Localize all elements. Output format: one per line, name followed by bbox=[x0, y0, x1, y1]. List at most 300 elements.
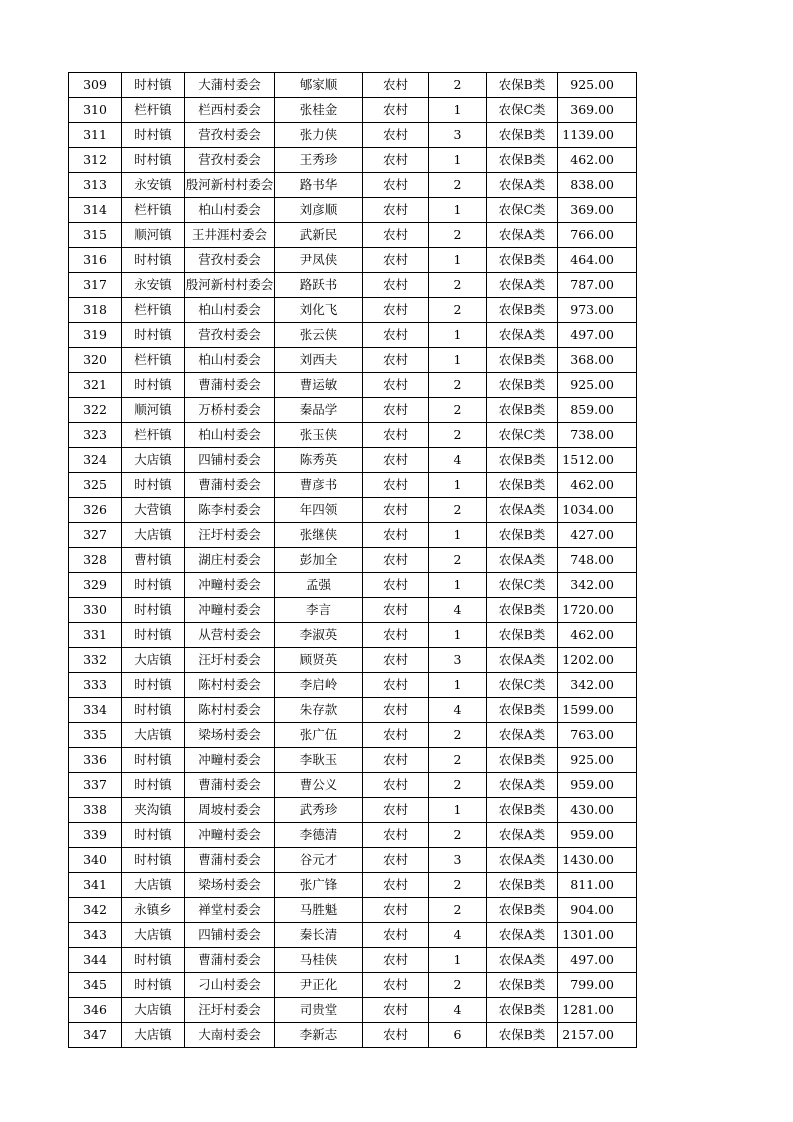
household-size-cell: 1 bbox=[429, 323, 487, 348]
table-row bbox=[69, 348, 637, 373]
insurance-category-cell: 农保A类 bbox=[487, 923, 558, 948]
area-type-cell: 农村 bbox=[363, 823, 429, 848]
name-cell: 曹公义 bbox=[275, 773, 363, 798]
amount-cell: 959.00 bbox=[558, 773, 637, 798]
name-cell: 朱存款 bbox=[275, 698, 363, 723]
area-type-cell: 农村 bbox=[363, 323, 429, 348]
amount-cell: 1034.00 bbox=[558, 498, 637, 523]
table-row bbox=[69, 448, 637, 473]
table-row bbox=[69, 98, 637, 123]
row-number: 320 bbox=[69, 348, 122, 373]
name-cell: 张玉侠 bbox=[275, 423, 363, 448]
amount-cell: 464.00 bbox=[558, 248, 637, 273]
town-cell: 时村镇 bbox=[122, 598, 185, 623]
insurance-category-cell: 农保B类 bbox=[487, 298, 558, 323]
amount-cell: 973.00 bbox=[558, 298, 637, 323]
amount-cell: 787.00 bbox=[558, 273, 637, 298]
row-number: 318 bbox=[69, 298, 122, 323]
household-size-cell: 3 bbox=[429, 648, 487, 673]
household-size-cell: 2 bbox=[429, 723, 487, 748]
insurance-category-cell: 农保B类 bbox=[487, 748, 558, 773]
amount-cell: 925.00 bbox=[558, 748, 637, 773]
name-cell: 顾贤英 bbox=[275, 648, 363, 673]
area-type-cell: 农村 bbox=[363, 98, 429, 123]
town-cell: 大店镇 bbox=[122, 648, 185, 673]
table-row bbox=[69, 898, 637, 923]
area-type-cell: 农村 bbox=[363, 673, 429, 698]
village-committee-cell: 周坡村委会 bbox=[185, 798, 275, 823]
name-cell: 陈秀英 bbox=[275, 448, 363, 473]
table-row bbox=[69, 273, 637, 298]
village-committee-cell: 曹蒲村委会 bbox=[185, 948, 275, 973]
name-cell: 秦品学 bbox=[275, 398, 363, 423]
town-cell: 时村镇 bbox=[122, 248, 185, 273]
village-committee-cell: 四铺村委会 bbox=[185, 448, 275, 473]
town-cell: 时村镇 bbox=[122, 773, 185, 798]
amount-cell: 462.00 bbox=[558, 473, 637, 498]
area-type-cell: 农村 bbox=[363, 348, 429, 373]
town-cell: 大店镇 bbox=[122, 998, 185, 1023]
amount-cell: 369.00 bbox=[558, 198, 637, 223]
table-row bbox=[69, 573, 637, 598]
table-row bbox=[69, 373, 637, 398]
row-number: 334 bbox=[69, 698, 122, 723]
insurance-category-cell: 农保C类 bbox=[487, 198, 558, 223]
household-size-cell: 2 bbox=[429, 773, 487, 798]
household-size-cell: 2 bbox=[429, 498, 487, 523]
table-row bbox=[69, 848, 637, 873]
insurance-category-cell: 农保B类 bbox=[487, 248, 558, 273]
table-row bbox=[69, 598, 637, 623]
table-row bbox=[69, 673, 637, 698]
household-size-cell: 1 bbox=[429, 798, 487, 823]
name-cell: 李淑英 bbox=[275, 623, 363, 648]
table-row bbox=[69, 948, 637, 973]
table-row bbox=[69, 248, 637, 273]
name-cell: 马桂侠 bbox=[275, 948, 363, 973]
table-row bbox=[69, 923, 637, 948]
household-size-cell: 2 bbox=[429, 223, 487, 248]
name-cell: 王秀珍 bbox=[275, 148, 363, 173]
area-type-cell: 农村 bbox=[363, 573, 429, 598]
insurance-category-cell: 农保B类 bbox=[487, 473, 558, 498]
household-size-cell: 1 bbox=[429, 623, 487, 648]
town-cell: 大营镇 bbox=[122, 498, 185, 523]
amount-cell: 859.00 bbox=[558, 398, 637, 423]
town-cell: 大店镇 bbox=[122, 873, 185, 898]
row-number: 309 bbox=[69, 73, 122, 98]
insurance-category-cell: 农保B类 bbox=[487, 798, 558, 823]
town-cell: 顺河镇 bbox=[122, 223, 185, 248]
village-committee-cell: 曹蒲村委会 bbox=[185, 373, 275, 398]
town-cell: 大店镇 bbox=[122, 923, 185, 948]
area-type-cell: 农村 bbox=[363, 998, 429, 1023]
name-cell: 李新志 bbox=[275, 1023, 363, 1048]
row-number: 346 bbox=[69, 998, 122, 1023]
insurance-category-cell: 农保B类 bbox=[487, 698, 558, 723]
insurance-category-cell: 农保A类 bbox=[487, 773, 558, 798]
village-committee-cell: 大南村委会 bbox=[185, 1023, 275, 1048]
town-cell: 永镇乡 bbox=[122, 898, 185, 923]
town-cell: 时村镇 bbox=[122, 623, 185, 648]
insurance-category-cell: 农保C类 bbox=[487, 423, 558, 448]
name-cell: 张广锋 bbox=[275, 873, 363, 898]
village-committee-cell: 冲疃村委会 bbox=[185, 823, 275, 848]
table-row bbox=[69, 323, 637, 348]
table-row bbox=[69, 423, 637, 448]
household-size-cell: 4 bbox=[429, 923, 487, 948]
village-committee-cell: 梁场村委会 bbox=[185, 873, 275, 898]
table-row bbox=[69, 823, 637, 848]
insurance-category-cell: 农保C类 bbox=[487, 98, 558, 123]
table-row bbox=[69, 398, 637, 423]
insurance-category-cell: 农保A类 bbox=[487, 823, 558, 848]
village-committee-cell: 殷河新村村委会 bbox=[185, 173, 275, 198]
amount-cell: 925.00 bbox=[558, 73, 637, 98]
row-number: 335 bbox=[69, 723, 122, 748]
table-row bbox=[69, 473, 637, 498]
name-cell: 曹运敏 bbox=[275, 373, 363, 398]
village-committee-cell: 营孜村委会 bbox=[185, 323, 275, 348]
table-row bbox=[69, 723, 637, 748]
row-number: 326 bbox=[69, 498, 122, 523]
household-size-cell: 2 bbox=[429, 373, 487, 398]
town-cell: 曹村镇 bbox=[122, 548, 185, 573]
table-row bbox=[69, 973, 637, 998]
row-number: 337 bbox=[69, 773, 122, 798]
area-type-cell: 农村 bbox=[363, 148, 429, 173]
row-number: 322 bbox=[69, 398, 122, 423]
name-cell: 彭加全 bbox=[275, 548, 363, 573]
area-type-cell: 农村 bbox=[363, 973, 429, 998]
name-cell: 李德清 bbox=[275, 823, 363, 848]
village-committee-cell: 营孜村委会 bbox=[185, 123, 275, 148]
amount-cell: 738.00 bbox=[558, 423, 637, 448]
insurance-category-cell: 农保B类 bbox=[487, 348, 558, 373]
town-cell: 永安镇 bbox=[122, 273, 185, 298]
town-cell: 栏杆镇 bbox=[122, 348, 185, 373]
table-row bbox=[69, 998, 637, 1023]
row-number: 330 bbox=[69, 598, 122, 623]
row-number: 340 bbox=[69, 848, 122, 873]
row-number: 316 bbox=[69, 248, 122, 273]
town-cell: 时村镇 bbox=[122, 698, 185, 723]
table-row bbox=[69, 798, 637, 823]
household-size-cell: 6 bbox=[429, 1023, 487, 1048]
village-committee-cell: 梁场村委会 bbox=[185, 723, 275, 748]
row-number: 338 bbox=[69, 798, 122, 823]
village-committee-cell: 柏山村委会 bbox=[185, 423, 275, 448]
name-cell: 张桂金 bbox=[275, 98, 363, 123]
row-number: 312 bbox=[69, 148, 122, 173]
town-cell: 栏杆镇 bbox=[122, 298, 185, 323]
table-row bbox=[69, 498, 637, 523]
name-cell: 武秀珍 bbox=[275, 798, 363, 823]
village-committee-cell: 陈李村委会 bbox=[185, 498, 275, 523]
amount-cell: 1512.00 bbox=[558, 448, 637, 473]
town-cell: 时村镇 bbox=[122, 823, 185, 848]
village-committee-cell: 从营村委会 bbox=[185, 623, 275, 648]
amount-cell: 763.00 bbox=[558, 723, 637, 748]
village-committee-cell: 万桥村委会 bbox=[185, 398, 275, 423]
name-cell: 武新民 bbox=[275, 223, 363, 248]
row-number: 310 bbox=[69, 98, 122, 123]
amount-cell: 462.00 bbox=[558, 623, 637, 648]
household-size-cell: 4 bbox=[429, 598, 487, 623]
area-type-cell: 农村 bbox=[363, 173, 429, 198]
amount-cell: 497.00 bbox=[558, 948, 637, 973]
area-type-cell: 农村 bbox=[363, 498, 429, 523]
village-committee-cell: 曹蒲村委会 bbox=[185, 773, 275, 798]
village-committee-cell: 曹蒲村委会 bbox=[185, 473, 275, 498]
insurance-category-cell: 农保A类 bbox=[487, 273, 558, 298]
insurance-category-cell: 农保A类 bbox=[487, 648, 558, 673]
insurance-category-cell: 农保B类 bbox=[487, 1023, 558, 1048]
name-cell: 刘西夫 bbox=[275, 348, 363, 373]
amount-cell: 342.00 bbox=[558, 673, 637, 698]
row-number: 344 bbox=[69, 948, 122, 973]
row-number: 345 bbox=[69, 973, 122, 998]
household-size-cell: 2 bbox=[429, 73, 487, 98]
name-cell: 郇家顺 bbox=[275, 73, 363, 98]
table-row bbox=[69, 123, 637, 148]
area-type-cell: 农村 bbox=[363, 623, 429, 648]
area-type-cell: 农村 bbox=[363, 723, 429, 748]
area-type-cell: 农村 bbox=[363, 273, 429, 298]
area-type-cell: 农村 bbox=[363, 398, 429, 423]
household-size-cell: 2 bbox=[429, 423, 487, 448]
row-number: 315 bbox=[69, 223, 122, 248]
town-cell: 时村镇 bbox=[122, 673, 185, 698]
name-cell: 张云侠 bbox=[275, 323, 363, 348]
amount-cell: 811.00 bbox=[558, 873, 637, 898]
row-number: 319 bbox=[69, 323, 122, 348]
household-size-cell: 1 bbox=[429, 523, 487, 548]
village-committee-cell: 栏西村委会 bbox=[185, 98, 275, 123]
row-number: 347 bbox=[69, 1023, 122, 1048]
household-size-cell: 2 bbox=[429, 898, 487, 923]
household-size-cell: 1 bbox=[429, 248, 487, 273]
name-cell: 曹彦书 bbox=[275, 473, 363, 498]
name-cell: 张广伍 bbox=[275, 723, 363, 748]
amount-cell: 925.00 bbox=[558, 373, 637, 398]
row-number: 327 bbox=[69, 523, 122, 548]
amount-cell: 959.00 bbox=[558, 823, 637, 848]
table-row bbox=[69, 773, 637, 798]
row-number: 332 bbox=[69, 648, 122, 673]
row-number: 331 bbox=[69, 623, 122, 648]
table-row bbox=[69, 873, 637, 898]
name-cell: 李启岭 bbox=[275, 673, 363, 698]
name-cell: 司贵堂 bbox=[275, 998, 363, 1023]
insurance-category-cell: 农保B类 bbox=[487, 73, 558, 98]
table-row bbox=[69, 223, 637, 248]
insurance-category-cell: 农保A类 bbox=[487, 173, 558, 198]
village-committee-cell: 王井涯村委会 bbox=[185, 223, 275, 248]
town-cell: 夹沟镇 bbox=[122, 798, 185, 823]
row-number: 313 bbox=[69, 173, 122, 198]
name-cell: 秦长清 bbox=[275, 923, 363, 948]
row-number: 328 bbox=[69, 548, 122, 573]
records-table bbox=[68, 72, 637, 1048]
household-size-cell: 3 bbox=[429, 123, 487, 148]
town-cell: 栏杆镇 bbox=[122, 98, 185, 123]
insurance-category-cell: 农保B类 bbox=[487, 398, 558, 423]
row-number: 314 bbox=[69, 198, 122, 223]
table-row bbox=[69, 523, 637, 548]
table-row bbox=[69, 1023, 637, 1048]
village-committee-cell: 冲疃村委会 bbox=[185, 573, 275, 598]
town-cell: 顺河镇 bbox=[122, 398, 185, 423]
household-size-cell: 4 bbox=[429, 698, 487, 723]
area-type-cell: 农村 bbox=[363, 123, 429, 148]
village-committee-cell: 汪圩村委会 bbox=[185, 523, 275, 548]
town-cell: 时村镇 bbox=[122, 373, 185, 398]
household-size-cell: 3 bbox=[429, 848, 487, 873]
household-size-cell: 2 bbox=[429, 973, 487, 998]
row-number: 317 bbox=[69, 273, 122, 298]
table-row bbox=[69, 173, 637, 198]
amount-cell: 368.00 bbox=[558, 348, 637, 373]
insurance-category-cell: 农保C类 bbox=[487, 573, 558, 598]
household-size-cell: 2 bbox=[429, 548, 487, 573]
area-type-cell: 农村 bbox=[363, 448, 429, 473]
amount-cell: 1139.00 bbox=[558, 123, 637, 148]
amount-cell: 427.00 bbox=[558, 523, 637, 548]
area-type-cell: 农村 bbox=[363, 798, 429, 823]
table-row bbox=[69, 548, 637, 573]
village-committee-cell: 营孜村委会 bbox=[185, 148, 275, 173]
household-size-cell: 2 bbox=[429, 298, 487, 323]
name-cell: 张力侠 bbox=[275, 123, 363, 148]
town-cell: 栏杆镇 bbox=[122, 423, 185, 448]
village-committee-cell: 柏山村委会 bbox=[185, 298, 275, 323]
table-row bbox=[69, 698, 637, 723]
insurance-category-cell: 农保B类 bbox=[487, 148, 558, 173]
area-type-cell: 农村 bbox=[363, 923, 429, 948]
household-size-cell: 1 bbox=[429, 348, 487, 373]
amount-cell: 1301.00 bbox=[558, 923, 637, 948]
name-cell: 李耿玉 bbox=[275, 748, 363, 773]
area-type-cell: 农村 bbox=[363, 423, 429, 448]
town-cell: 时村镇 bbox=[122, 123, 185, 148]
insurance-category-cell: 农保B类 bbox=[487, 998, 558, 1023]
insurance-category-cell: 农保A类 bbox=[487, 548, 558, 573]
town-cell: 时村镇 bbox=[122, 73, 185, 98]
amount-cell: 497.00 bbox=[558, 323, 637, 348]
name-cell: 刘化飞 bbox=[275, 298, 363, 323]
town-cell: 时村镇 bbox=[122, 948, 185, 973]
name-cell: 谷元才 bbox=[275, 848, 363, 873]
village-committee-cell: 陈村村委会 bbox=[185, 698, 275, 723]
village-committee-cell: 大蒲村委会 bbox=[185, 73, 275, 98]
area-type-cell: 农村 bbox=[363, 373, 429, 398]
insurance-category-cell: 农保B类 bbox=[487, 448, 558, 473]
table-row bbox=[69, 623, 637, 648]
household-size-cell: 4 bbox=[429, 998, 487, 1023]
insurance-category-cell: 农保B类 bbox=[487, 523, 558, 548]
row-number: 339 bbox=[69, 823, 122, 848]
household-size-cell: 2 bbox=[429, 398, 487, 423]
name-cell: 尹凤侠 bbox=[275, 248, 363, 273]
insurance-category-cell: 农保A类 bbox=[487, 848, 558, 873]
area-type-cell: 农村 bbox=[363, 848, 429, 873]
household-size-cell: 4 bbox=[429, 448, 487, 473]
insurance-category-cell: 农保B类 bbox=[487, 898, 558, 923]
town-cell: 时村镇 bbox=[122, 323, 185, 348]
amount-cell: 1430.00 bbox=[558, 848, 637, 873]
village-committee-cell: 柏山村委会 bbox=[185, 348, 275, 373]
amount-cell: 904.00 bbox=[558, 898, 637, 923]
area-type-cell: 农村 bbox=[363, 698, 429, 723]
insurance-category-cell: 农保B类 bbox=[487, 873, 558, 898]
household-size-cell: 1 bbox=[429, 198, 487, 223]
row-number: 333 bbox=[69, 673, 122, 698]
name-cell: 路跃书 bbox=[275, 273, 363, 298]
household-size-cell: 1 bbox=[429, 948, 487, 973]
area-type-cell: 农村 bbox=[363, 73, 429, 98]
name-cell: 马胜魁 bbox=[275, 898, 363, 923]
row-number: 323 bbox=[69, 423, 122, 448]
amount-cell: 748.00 bbox=[558, 548, 637, 573]
village-committee-cell: 四铺村委会 bbox=[185, 923, 275, 948]
town-cell: 栏杆镇 bbox=[122, 198, 185, 223]
amount-cell: 369.00 bbox=[558, 98, 637, 123]
insurance-category-cell: 农保C类 bbox=[487, 673, 558, 698]
insurance-category-cell: 农保A类 bbox=[487, 948, 558, 973]
area-type-cell: 农村 bbox=[363, 773, 429, 798]
area-type-cell: 农村 bbox=[363, 223, 429, 248]
village-committee-cell: 殷河新村村委会 bbox=[185, 273, 275, 298]
village-committee-cell: 柏山村委会 bbox=[185, 198, 275, 223]
area-type-cell: 农村 bbox=[363, 748, 429, 773]
table-row bbox=[69, 198, 637, 223]
area-type-cell: 农村 bbox=[363, 598, 429, 623]
insurance-category-cell: 农保B类 bbox=[487, 373, 558, 398]
name-cell: 路书华 bbox=[275, 173, 363, 198]
area-type-cell: 农村 bbox=[363, 198, 429, 223]
insurance-category-cell: 农保B类 bbox=[487, 623, 558, 648]
town-cell: 时村镇 bbox=[122, 748, 185, 773]
village-committee-cell: 汪圩村委会 bbox=[185, 998, 275, 1023]
household-size-cell: 2 bbox=[429, 173, 487, 198]
village-committee-cell: 冲疃村委会 bbox=[185, 748, 275, 773]
town-cell: 永安镇 bbox=[122, 173, 185, 198]
amount-cell: 430.00 bbox=[558, 798, 637, 823]
amount-cell: 799.00 bbox=[558, 973, 637, 998]
area-type-cell: 农村 bbox=[363, 248, 429, 273]
name-cell: 年四领 bbox=[275, 498, 363, 523]
household-size-cell: 1 bbox=[429, 673, 487, 698]
area-type-cell: 农村 bbox=[363, 873, 429, 898]
area-type-cell: 农村 bbox=[363, 523, 429, 548]
insurance-category-cell: 农保A类 bbox=[487, 723, 558, 748]
village-committee-cell: 冲疃村委会 bbox=[185, 598, 275, 623]
row-number: 324 bbox=[69, 448, 122, 473]
town-cell: 时村镇 bbox=[122, 973, 185, 998]
village-committee-cell: 湖庄村委会 bbox=[185, 548, 275, 573]
amount-cell: 2157.00 bbox=[558, 1023, 637, 1048]
amount-cell: 462.00 bbox=[558, 148, 637, 173]
table-body bbox=[69, 73, 637, 1048]
household-size-cell: 1 bbox=[429, 473, 487, 498]
village-committee-cell: 曹蒲村委会 bbox=[185, 848, 275, 873]
town-cell: 时村镇 bbox=[122, 573, 185, 598]
area-type-cell: 农村 bbox=[363, 1023, 429, 1048]
area-type-cell: 农村 bbox=[363, 648, 429, 673]
table-row bbox=[69, 298, 637, 323]
table-row bbox=[69, 73, 637, 98]
